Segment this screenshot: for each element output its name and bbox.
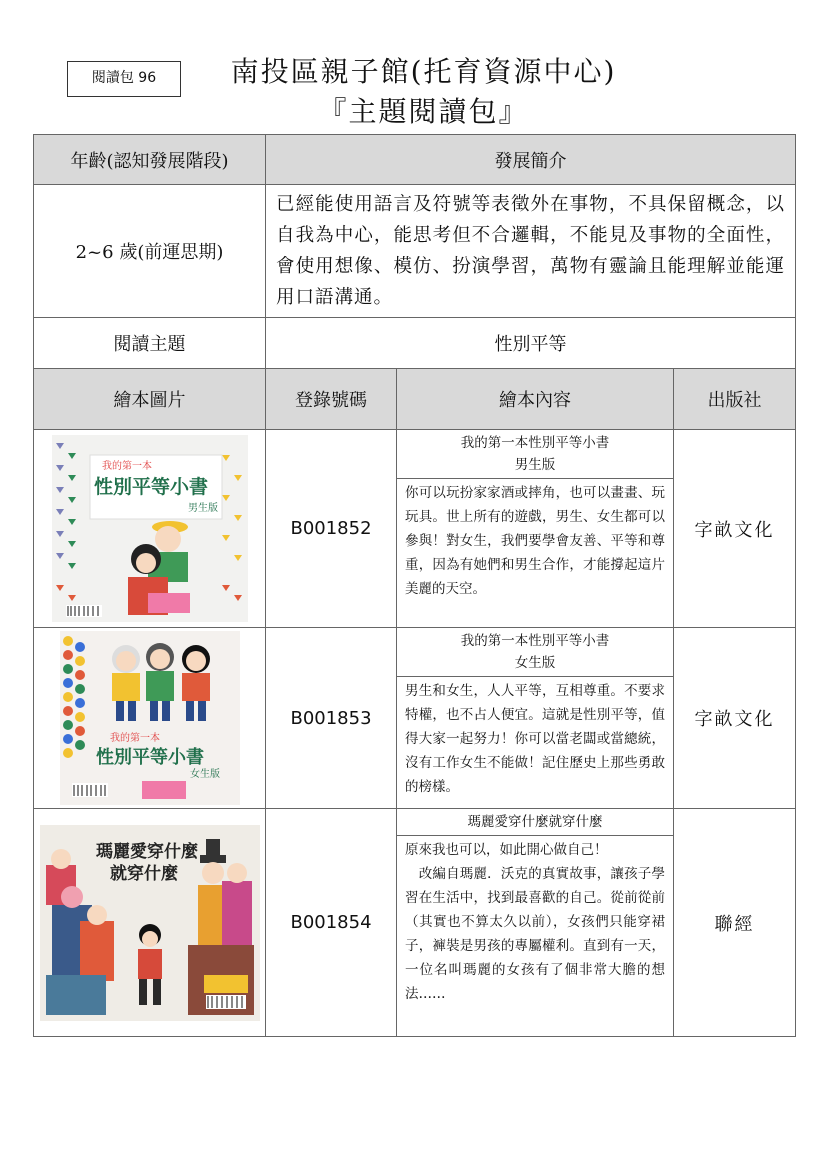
book-content-cell	[397, 809, 674, 1037]
book-cover-cell	[34, 628, 266, 809]
book-cover-cell	[34, 809, 266, 1037]
cover-title-line1: 瑪麗愛穿什麼	[95, 841, 198, 862]
book-publisher: 字畝文化	[674, 430, 796, 628]
code-header: 登錄號碼	[266, 369, 397, 430]
cover-title-line2: 就穿什麼	[109, 863, 178, 884]
publisher-header: 出版社	[674, 369, 796, 430]
table-row	[34, 430, 796, 628]
age-header: 年齡(認知發展階段)	[34, 135, 266, 185]
table-row	[34, 809, 796, 1037]
book-cover-cell	[34, 430, 266, 628]
theme-value: 性別平等	[266, 318, 796, 369]
book-title: 我的第一本性別平等小書 女生版	[397, 628, 673, 677]
book-content-cell	[397, 430, 674, 628]
cover-small-title: 我的第一本	[101, 461, 152, 472]
book-content: 原來我也可以，如此開心做自己！ 改編自瑪麗．沃克的真實故事，讓孩子學習在生活中，找到最喜歡的自己。從前從前（其實也不算太久以前），女孩們只能穿裙子，褲裝是男孩的專屬權利。直到有一天，一位名叫瑪麗的女孩有了個非常大膽的想法……	[405, 842, 665, 1002]
reading-pack-table	[33, 134, 796, 1037]
book-code: B001853	[266, 628, 397, 809]
book-code: B001854	[266, 809, 397, 1037]
book-publisher: 聯經	[674, 809, 796, 1037]
book-cover-image	[40, 825, 260, 1021]
book-cover-image	[52, 435, 248, 622]
cover-edition: 女生版	[189, 769, 220, 780]
intro-header: 發展簡介	[266, 135, 796, 185]
page-subtitle: 『主題閱讀包』	[318, 95, 529, 128]
book-content-cell	[397, 628, 674, 809]
page-title: 南投區親子館(托育資源中心)	[230, 55, 617, 88]
theme-label: 閱讀主題	[34, 318, 266, 369]
book-title: 瑪麗愛穿什麼就穿什麼	[397, 809, 673, 836]
book-code: B001852	[266, 430, 397, 628]
age-value: 2~6 歲(前運思期)	[34, 185, 266, 318]
cover-big-title: 性別平等小書	[95, 747, 204, 768]
cover-big-title: 性別平等小書	[93, 476, 208, 498]
cover-header: 繪本圖片	[34, 369, 266, 430]
pack-number-tag: 閱讀包 96	[67, 61, 181, 97]
book-title: 我的第一本性別平等小書 男生版	[397, 430, 673, 479]
table-row	[34, 628, 796, 809]
content-header: 繪本內容	[397, 369, 674, 430]
book-cover-image	[60, 631, 240, 805]
intro-text: 已經能使用語言及符號等表徵外在事物，不具保留概念，以自我為中心，能思考但不合邏輯，不能見及事物的全面性，會使用想像、模仿、扮演學習，萬物有靈論且能理解並能運用口語溝通。	[266, 185, 796, 318]
book-content: 男生和女生，人人平等，互相尊重。不要求特權，也不占人便宜。這就是性別平等，值得大家一起努力！你可以當老闆或當總統，沒有工作女生不能做！記住歷史上那些勇敢的榜樣。	[405, 683, 665, 795]
book-publisher: 字畝文化	[674, 628, 796, 809]
cover-small-title: 我的第一本	[109, 733, 160, 744]
book-content: 你可以玩扮家家酒或摔角，也可以畫畫、玩玩具。世上所有的遊戲，男生、女生都可以參與！對女生，我們要學會友善、平等和尊重，因為有她們和男生合作，才能撐起這片美麗的天空。	[405, 485, 665, 597]
cover-edition: 男生版	[187, 503, 218, 514]
